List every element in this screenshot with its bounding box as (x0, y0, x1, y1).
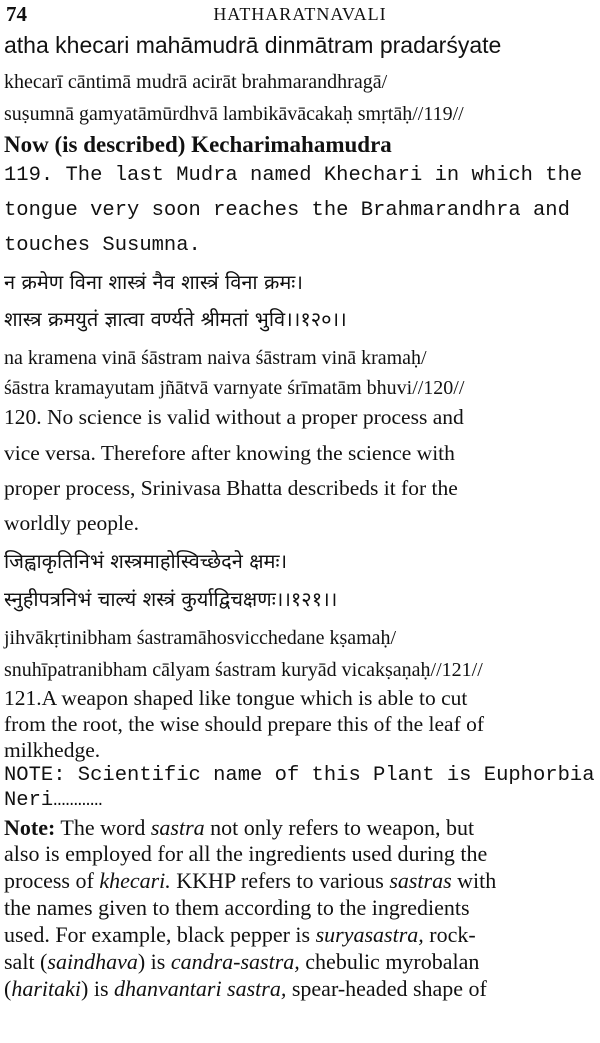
verse-121-devanagari-line-2: स्नुहीपत्रनिभं चाल्यं शस्त्रं कुर्याद्विचक्षणः।।१२१।। (4, 587, 338, 611)
note-line-4: the names given to them according to the ingredients (4, 895, 470, 920)
verse-121-translation-line-3: milkhedge. (4, 738, 101, 762)
note-label: Note: (4, 815, 56, 840)
verse-120-devanagari-line-1: न क्रमेण विना शास्त्रं नैव शास्त्रं विना क्रमः। (4, 270, 303, 294)
verse-121-devanagari-line-1: जिह्वाकृतिनिभं शस्त्रमाहोस्विच्छेदने क्षमः। (4, 549, 288, 573)
verse-119-translation-line-1: 119. The last Mudra named Khechari in which the (4, 164, 583, 187)
verse-120-translit-line-2: śāstra kramayutam jñātvā varnyate śrīmatām bhuvi//120// (4, 377, 465, 399)
section-heading: Now (is described) Kecharimahamudra (4, 132, 392, 157)
verse-119-translit-line-1: khecarī cāntimā mudrā acirāt brahmarandhragā/ (4, 71, 388, 93)
verse-121-translit-line-1: jihvākṛtinibham śastramāhosvicchedane kṣamaḥ/ (4, 627, 397, 649)
scientific-name-note-line-1: NOTE: Scientific name of this Plant is Euphorbia (4, 764, 595, 787)
note-line-5: used. For example, black pepper is suryasastra, rock- (4, 922, 476, 947)
verse-121-translit-line-2: snuhīpatranibham cālyam śastram kuryād vicakṣaṇaḥ//121// (4, 659, 483, 681)
verse-119-translation-line-3: touches Susumna. (4, 234, 201, 257)
verse-120-translit-line-1: na kramena vinā śāstram naiva śāstram vinā kramaḥ/ (4, 347, 427, 369)
verse-120-translation-line-4: worldly people. (4, 511, 139, 535)
scientific-name-note-line-2: Neri………… (4, 789, 103, 812)
verse-119-translit-line-2: suṣumnā gamyatāmūrdhvā lambikāvācakaḥ smṛtāḥ//119// (4, 103, 464, 125)
page-number: 74 (6, 2, 27, 26)
verse-120-devanagari-line-2: शास्त्र क्रमयुतं ज्ञात्वा वर्ण्यते श्रीमतां भुवि।।१२०।। (4, 307, 347, 331)
note-line-2: also is employed for all the ingredients used during the (4, 841, 488, 866)
verse-120-translation-line-3: proper process, Srinivasa Bhatta describeds it for the (4, 476, 458, 500)
running-head: HATHARATNAVALI (213, 4, 387, 24)
note-line-1: Note: The word sastra not only refers to weapon, but (4, 815, 475, 840)
verse-120-translation-line-2: vice versa. Therefore after knowing the science with (4, 441, 455, 465)
note-line-7: (haritaki) is dhanvantari sastra, spear-headed shape of (4, 976, 487, 1001)
verse-121-translation-line-2: from the root, the wise should prepare this of the leaf of (4, 712, 485, 736)
section-title: atha khecari mahāmudrā dinmātram pradarśyate (4, 32, 502, 58)
page-header (4, 2, 596, 30)
verse-120-translation-line-1: 120. No science is valid without a proper process and (4, 405, 464, 429)
verse-121-translation-line-1: 121.A weapon shaped like tongue which is able to cut (4, 686, 468, 710)
note-line-6: salt (saindhava) is candra-sastra, chebulic myrobalan (4, 949, 480, 974)
note-line-3: process of khecari. KKHP refers to various sastras with (4, 868, 497, 893)
verse-119-translation-line-2: tongue very soon reaches the Brahmarandhra and (4, 199, 570, 222)
